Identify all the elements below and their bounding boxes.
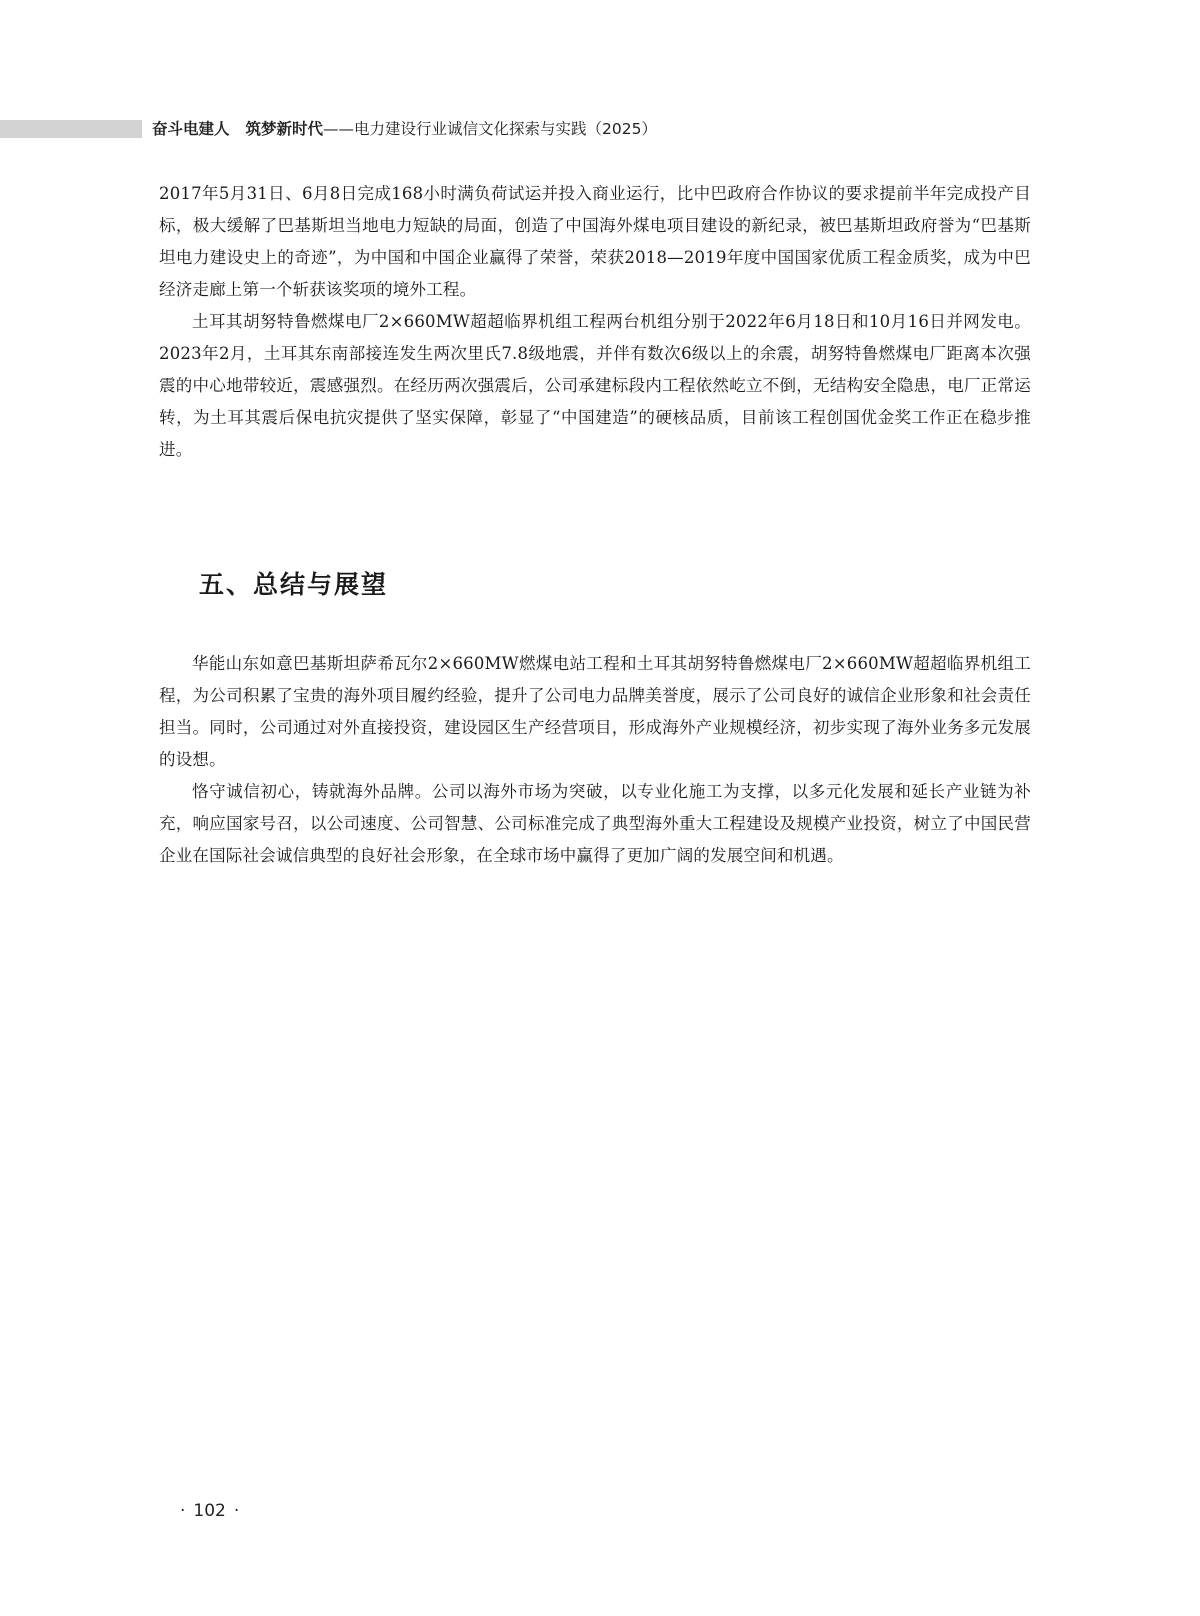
paragraph-turkey-project: 土耳其胡努特鲁燃煤电厂2×660MW超超临界机组工程两台机组分别于2022年6月18日和10月16日并网发电。2023年2月，土耳其东南部接连发生两次里氏7.8级地震，并伴有数次6级以上的余震，胡努特鲁燃煤电厂距离本次强震的中心地带较近，震感强烈。在经历两次强震后，公司承建标段内工程依然屹立不倒，无结构安全隐患，电厂正常运转，为土耳其震后保电抗灾提供了坚实保障，彰显了“中国建造”的硬核品质，目前该工程创国优金奖工作正在稳步推进。	[159, 312, 1031, 459]
paragraph-summary: 华能山东如意巴基斯坦萨希瓦尔2×660MW燃煤电站工程和土耳其胡努特鲁燃煤电厂2×660MW超超临界机组工程，为公司积累了宝贵的海外项目履约经验，提升了公司电力品牌美誉度，展示了公司良好的诚信企业形象和社会责任担当。同时，公司通过对外直接投资，建设园区生产经营项目，形成海外产业规模经济，初步实现了海外业务多元发展的设想。	[159, 654, 1031, 769]
section-title: 五、总结与展望	[199, 570, 389, 599]
header-subtitle: 筑梦新时代	[245, 120, 324, 138]
header-series: ——电力建设行业诚信文化探索与实践（2025）	[323, 120, 657, 138]
running-header	[0, 118, 1200, 140]
header-text	[152, 118, 657, 140]
paragraph-continuation: 2017年5月31日、6月8日完成168小时满负荷试运并投入商业运行，比中巴政府合作协议的要求提前半年完成投产目标，极大缓解了巴基斯坦当地电力短缺的局面，创造了中国海外煤电项目建设的新纪录，被巴基斯坦政府誉为“巴基斯坦电力建设史上的奇迹”，为中国和中国企业赢得了荣誉，荣获2018—2019年度中国国家优质工程金质奖，成为中巴经济走廊上第一个斩获该奖项的境外工程。	[159, 184, 1031, 299]
header-gray-bar	[0, 120, 142, 138]
paragraph-outlook: 恪守诚信初心，铸就海外品牌。公司以海外市场为突破，以专业化施工为支撑，以多元化发展和延长产业链为补充，响应国家号召，以公司速度、公司智慧、公司标准完成了典型海外重大工程建设及规模产业投资，树立了中国民营企业在国际社会诚信典型的良好社会形象，在全球市场中赢得了更加广阔的发展空间和机遇。	[159, 782, 1031, 865]
section-body	[159, 648, 1031, 872]
page-number-dot-right: ·	[233, 1501, 240, 1521]
body-text	[159, 178, 1031, 466]
header-title: 奋斗电建人	[152, 120, 230, 138]
page-number	[172, 1499, 247, 1523]
page-number-value: 102	[193, 1501, 226, 1521]
page-number-dot-left: ·	[180, 1501, 186, 1521]
